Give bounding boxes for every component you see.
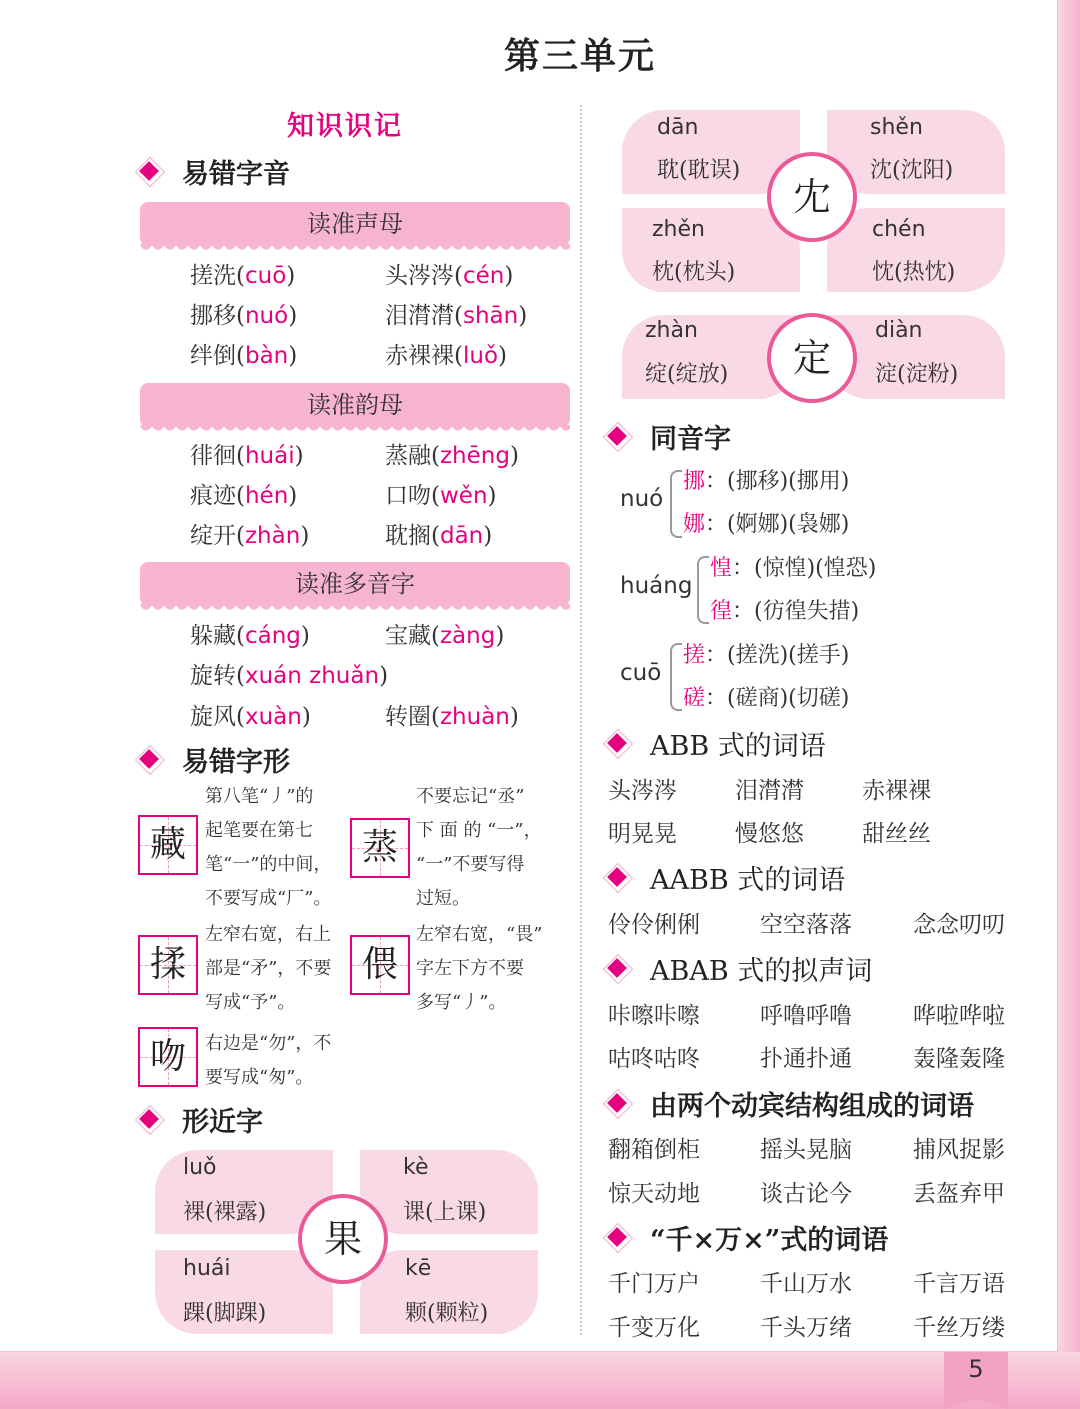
diamond-bullet-icon [608, 1228, 628, 1248]
word-item: 赤裸裸 [862, 778, 931, 804]
word-item: 躲藏(cáng) [190, 623, 310, 649]
word-item: 千丝万缕 [913, 1315, 1005, 1341]
diamond-bullet-icon [608, 1094, 628, 1114]
petal-pinyin: shěn [870, 115, 923, 140]
diamond-bullet-icon [608, 959, 628, 979]
homophone-line: 磋：(磋商)(切磋) [683, 686, 850, 711]
column-divider [580, 105, 582, 1335]
section-heading [608, 417, 731, 456]
brace-icon [697, 556, 709, 624]
section-heading [608, 1218, 888, 1257]
word-item: 扑通扑通 [760, 1046, 852, 1072]
word-item: 挪移(nuó) [190, 303, 298, 329]
word-item: 耽搁(dān) [385, 523, 493, 549]
glyph-note: 左窄右宽，右上 部是“矛”，不要 写成“予”。 [205, 924, 332, 1013]
petal-pinyin: huái [183, 1256, 231, 1281]
word-item: 绽开(zhàn) [190, 523, 310, 549]
section-heading-text: 易错字形 [182, 747, 290, 778]
word-item: 翻箱倒柜 [608, 1137, 700, 1163]
word-item: 惊天动地 [608, 1181, 700, 1207]
word-item: 甜丝丝 [862, 821, 931, 847]
petal-pinyin: kē [405, 1256, 432, 1281]
sub-banner: 读准多音字 [140, 562, 570, 606]
petal-pinyin: dān [657, 115, 699, 140]
word-item: 赤裸裸(luǒ) [385, 343, 508, 369]
section-heading-text: “千×万×”式的词语 [650, 1225, 889, 1256]
page-number: 5 [968, 1355, 984, 1383]
homophone-pinyin: nuó [620, 486, 664, 512]
word-item: 千变万化 [608, 1315, 700, 1341]
petal-word: 颗(颗粒) [405, 1301, 489, 1326]
petal-word: 枕(枕头) [652, 260, 736, 285]
brace-icon [670, 470, 682, 538]
sub-banner: 读准声母 [140, 202, 570, 246]
glyph-box: 揉 [138, 935, 198, 995]
word-item: 呼噜呼噜 [760, 1003, 852, 1029]
homophone-line: 惶：(惊惶)(惶恐) [710, 556, 877, 581]
diamond-bullet-icon [140, 162, 160, 182]
glyph-note: 第八笔“丿”的 起笔要在第七 笔“一”的中间， 不要写成“厂”。 [205, 786, 332, 909]
word-item: 念念叨叨 [913, 912, 1005, 938]
unit-title: 第三单元 [503, 35, 656, 77]
petal-word: 淀(淀粉) [875, 362, 959, 387]
word-item: 明晃晃 [608, 821, 677, 847]
word-item: 千言万语 [913, 1271, 1005, 1297]
word-item: 咔嚓咔嚓 [608, 1003, 700, 1029]
petal-word: 忱(热忱) [872, 260, 956, 285]
section-heading-text: ABAB 式的拟声词 [650, 956, 873, 987]
word-item: 千山万水 [760, 1271, 852, 1297]
page-edge-right [1058, 0, 1080, 1360]
word-item: 哗啦哗啦 [913, 1003, 1005, 1029]
section-heading [140, 152, 290, 191]
word-item: 捕风捉影 [913, 1137, 1005, 1163]
diamond-bullet-icon [608, 427, 628, 447]
word-item: 旋风(xuàn) [190, 704, 311, 730]
homophone-line: 搓：(搓洗)(搓手) [683, 643, 850, 668]
word-item: 痕迹(hén) [190, 483, 298, 509]
section-heading-text: 同音字 [650, 424, 731, 455]
section-heading-text: ABB 式的词语 [650, 731, 826, 762]
word-item: 千头万绪 [760, 1315, 852, 1341]
diamond-bullet-icon [140, 1110, 160, 1130]
glyph-box: 蒸 [350, 818, 410, 878]
section-heading [140, 740, 290, 779]
petal-word: 绽(绽放) [645, 362, 729, 387]
word-item: 旋转(xuán zhuǎn) [190, 663, 389, 689]
word-item: 丢盔弃甲 [913, 1181, 1005, 1207]
word-item: 泪潸潸 [735, 778, 804, 804]
petal-word: 踝(脚踝) [183, 1301, 267, 1326]
flower-center: 定 [767, 313, 857, 403]
diamond-bullet-icon [608, 734, 628, 754]
page-edge-bottom [0, 1352, 1080, 1409]
word-item: 摇头晃脑 [760, 1137, 852, 1163]
section-heading-text: AABB 式的词语 [650, 865, 846, 896]
petal-pinyin: chén [872, 217, 926, 242]
word-item: 绊倒(bàn) [190, 343, 298, 369]
homophone-pinyin: cuō [620, 660, 662, 686]
brace-icon [670, 643, 682, 711]
glyph-note: 不要忘记“丞” 下 面 的 “一”， “一”不要写得 过短。 [416, 786, 542, 909]
word-item: 空空落落 [760, 912, 852, 938]
section-heading [608, 724, 826, 763]
word-item: 转圈(zhuàn) [385, 704, 519, 730]
sub-banner: 读准韵母 [140, 383, 570, 427]
word-item: 徘徊(huái) [190, 443, 304, 469]
section-heading-text: 形近字 [182, 1107, 263, 1138]
glyph-box: 吻 [138, 1027, 198, 1087]
word-item: 搓洗(cuō) [190, 263, 296, 289]
section-heading [140, 1100, 263, 1139]
diamond-bullet-icon [140, 750, 160, 770]
petal-pinyin: kè [403, 1155, 429, 1180]
petal-word: 沈(沈阳) [870, 158, 954, 183]
word-item: 泪潸潸(shān) [385, 303, 528, 329]
word-item: 咕咚咕咚 [608, 1046, 700, 1072]
word-item: 宝藏(zàng) [385, 623, 505, 649]
section-heading [608, 949, 872, 988]
word-item: 千门万户 [608, 1271, 700, 1297]
flower-center: 冘 [767, 152, 857, 242]
section-heading [608, 858, 845, 897]
homophone-line: 娜：(婀娜)(袅娜) [683, 512, 850, 537]
petal-pinyin: zhàn [645, 318, 698, 343]
word-item: 轰隆轰隆 [913, 1046, 1005, 1072]
word-item: 蒸融(zhēng) [385, 443, 519, 469]
word-item: 谈古论今 [760, 1181, 852, 1207]
diamond-bullet-icon [608, 868, 628, 888]
homophone-line: 徨：(彷徨失措) [710, 599, 860, 624]
homophone-pinyin: huáng [620, 573, 693, 599]
word-item: 口吻(wěn) [385, 483, 497, 509]
section-heading [608, 1084, 974, 1123]
section-heading-text: 由两个动宾结构组成的词语 [650, 1091, 974, 1122]
petal-pinyin: luǒ [183, 1155, 217, 1180]
section-heading-text: 易错字音 [182, 159, 290, 190]
homophone-line: 挪：(挪移)(挪用) [683, 469, 850, 494]
flower-center: 果 [298, 1194, 388, 1284]
petal-word: 课(上课) [403, 1200, 487, 1225]
petal-word: 裸(裸露) [183, 1200, 267, 1225]
glyph-box: 藏 [138, 815, 198, 875]
glyph-note: 左窄右宽，“畏” 字左下方不要 多写“丿”。 [416, 924, 543, 1013]
word-item: 头涔涔 [608, 778, 677, 804]
glyph-box: 偎 [350, 935, 410, 995]
word-item: 伶伶俐俐 [608, 912, 700, 938]
petal-pinyin: diàn [875, 318, 923, 343]
glyph-note: 右边是“勿”，不 要写成“匆”。 [205, 1033, 332, 1088]
petal-word: 耽(耽误) [657, 158, 741, 183]
word-item: 头涔涔(cén) [385, 263, 514, 289]
petal-pinyin: zhěn [652, 217, 705, 242]
section-banner-title: 知识识记 [287, 111, 403, 142]
word-item: 慢悠悠 [735, 821, 804, 847]
